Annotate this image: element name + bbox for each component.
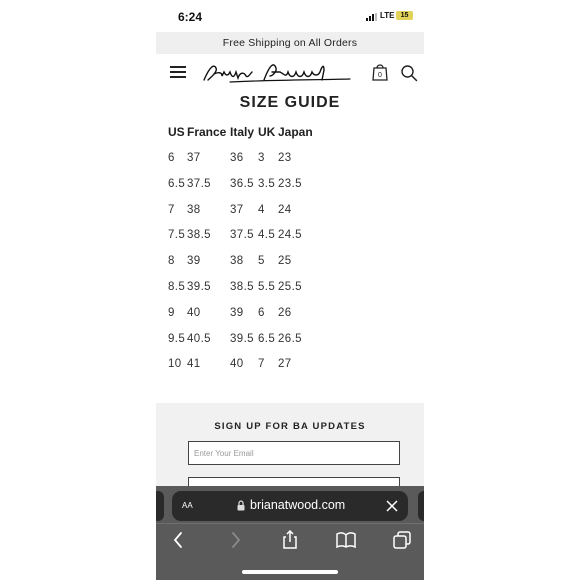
cell-japan: 25.5 <box>278 281 302 293</box>
cell-italy: 39 <box>230 306 244 319</box>
cell-japan: 27 <box>278 358 292 371</box>
lock-icon <box>237 500 245 511</box>
cell-japan: 24.5 <box>278 229 302 242</box>
back-icon[interactable] <box>168 530 190 550</box>
header-france: France <box>187 125 227 139</box>
cell-france: 41 <box>187 358 201 371</box>
cell-us: 8.5 <box>168 281 186 293</box>
reader-aa-button[interactable]: AA <box>182 501 193 510</box>
status-time: 6:24 <box>178 10 203 24</box>
header-uk: UK <box>258 125 276 139</box>
cell-italy: 37 <box>230 203 244 216</box>
cell-uk: 3.5 <box>258 177 276 190</box>
cell-italy: 38 <box>230 255 244 268</box>
cell-italy: 36 <box>230 152 244 164</box>
cell-us: 6.5 <box>168 177 186 190</box>
search-icon[interactable] <box>400 64 418 82</box>
cell-us: 9 <box>168 306 175 319</box>
cell-france: 40.5 <box>187 332 211 345</box>
browser-toolbar <box>156 486 424 580</box>
forward-icon[interactable] <box>224 530 246 550</box>
header-italy: Italy <box>230 125 255 139</box>
cell-japan: 23.5 <box>278 177 302 190</box>
network-label: LTE <box>380 11 395 20</box>
cell-italy: 37.5 <box>230 229 254 242</box>
battery-icon: 15 <box>396 11 413 20</box>
cell-uk: 4.5 <box>258 229 276 242</box>
close-icon[interactable] <box>386 500 398 512</box>
cell-us: 6 <box>168 152 175 164</box>
cell-japan: 24 <box>278 203 292 216</box>
cell-france: 39 <box>187 255 201 268</box>
cell-italy: 40 <box>230 358 244 371</box>
page-title: SIZE GUIDE <box>239 94 341 111</box>
cell-uk: 5 <box>258 255 265 268</box>
cell-us: 9.5 <box>168 332 186 345</box>
email-input[interactable] <box>188 441 400 465</box>
cell-italy: 36.5 <box>230 177 254 190</box>
cell-italy: 38.5 <box>230 281 254 293</box>
cell-uk: 4 <box>258 203 265 216</box>
header-japan: Japan <box>278 125 313 139</box>
cell-japan: 26 <box>278 306 292 319</box>
site-header <box>156 54 424 90</box>
cell-uk: 6.5 <box>258 332 276 345</box>
cell-us: 10 <box>168 358 182 371</box>
cell-uk: 6 <box>258 306 265 319</box>
address-bar[interactable] <box>172 491 408 521</box>
cell-uk: 3 <box>258 152 265 164</box>
cell-japan: 25 <box>278 255 292 268</box>
cell-uk: 5.5 <box>258 281 276 293</box>
shopping-bag-icon[interactable] <box>372 63 388 81</box>
status-bar <box>156 0 424 32</box>
header-us: US <box>168 125 185 139</box>
share-icon[interactable] <box>279 530 301 550</box>
home-indicator <box>242 570 338 574</box>
newsletter-title: SIGN UP FOR BA UPDATES <box>214 421 366 432</box>
cell-france: 38.5 <box>187 229 211 242</box>
logo-icon[interactable] <box>200 60 360 86</box>
cell-us: 8 <box>168 255 175 268</box>
cell-france: 38 <box>187 203 201 216</box>
cell-france: 39.5 <box>187 281 211 293</box>
cell-japan: 23 <box>278 152 292 164</box>
cell-us: 7.5 <box>168 229 186 242</box>
cell-france: 37 <box>187 152 201 164</box>
next-tab-peek[interactable] <box>418 491 424 521</box>
bag-count: 0 <box>378 72 382 79</box>
menu-icon[interactable] <box>170 66 186 78</box>
url-text: brianatwood.com <box>250 498 346 512</box>
cell-france: 40 <box>187 306 201 319</box>
cell-uk: 7 <box>258 358 265 371</box>
cell-france: 37.5 <box>187 177 211 190</box>
signal-icon <box>366 13 380 21</box>
divider <box>156 523 424 524</box>
promo-banner: Free Shipping on All Orders <box>156 32 424 54</box>
tabs-icon[interactable] <box>391 530 413 550</box>
prev-tab-peek[interactable] <box>156 491 164 521</box>
cell-japan: 26.5 <box>278 332 302 345</box>
phone-screen <box>156 0 424 580</box>
cell-italy: 39.5 <box>230 332 254 345</box>
cell-us: 7 <box>168 203 175 216</box>
bookmarks-icon[interactable] <box>335 530 357 550</box>
